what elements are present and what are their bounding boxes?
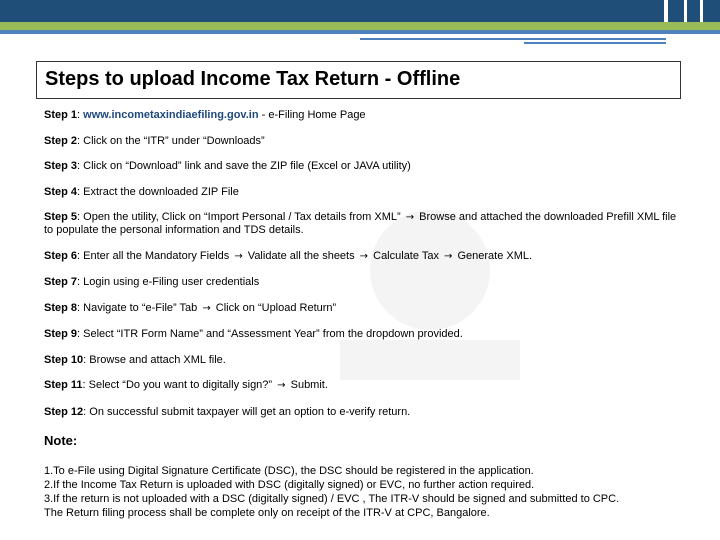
header-band-blue xyxy=(0,30,720,34)
step-text: Click on “Download” link and save the ZIP file (Excel or JAVA utility) xyxy=(83,160,411,172)
step-text: On successful submit taxpayer will get an option to e-verify return. xyxy=(89,405,411,418)
note-heading: Note: xyxy=(44,433,78,448)
arrow-right-icon: → xyxy=(277,380,286,391)
step-9: Step 9: Select “ITR Form Name” and “Assessment Year” from the dropdown provided. xyxy=(44,328,463,340)
step-text: Generate XML. xyxy=(457,249,533,262)
note-item: 2.If the Income Tax Return is uploaded with DSC (digitally signed) or EVC, no further action required. xyxy=(44,479,535,491)
header-band-dark xyxy=(0,0,720,22)
header-rule-long xyxy=(360,38,666,40)
step-text: Browse and attach XML file. xyxy=(89,353,226,366)
step-label: Step 11 xyxy=(44,379,83,391)
header-rule-short xyxy=(524,42,666,44)
step-label: Step 1 xyxy=(44,109,78,121)
step-label: Step 4 xyxy=(44,185,78,198)
step-text: - e-Filing Home Page xyxy=(258,109,366,121)
step-text: Select “ITR Form Name” and “Assessment Year” from the dropdown provided. xyxy=(83,328,463,340)
step-3: Step 3: Click on “Download” link and save the ZIP file (Excel or JAVA utility) xyxy=(44,160,411,172)
step-text: Open the utility, Click on “Import Personal / Tax details from XML” xyxy=(83,211,401,223)
step-text: Login using e-Filing user credentials xyxy=(83,276,260,288)
step-text: Click on “Upload Return” xyxy=(215,301,337,314)
efiling-link[interactable]: www.incometaxindiaefiling.gov.in xyxy=(83,109,259,121)
step-text: Enter all the Mandatory Fields xyxy=(83,249,230,262)
title-box xyxy=(36,61,681,99)
step-text: Click on the “ITR” under “Downloads” xyxy=(83,134,265,147)
step-label: Step 7 xyxy=(44,276,78,288)
step-1: Step 1: www.incometaxindiaefiling.gov.in - e-Filing Home Page xyxy=(44,109,366,121)
step-label: Step 10 xyxy=(44,353,84,366)
step-12: Step 12: On successful submit taxpayer will get an option to e-verify return. xyxy=(44,405,411,418)
step-text: Validate all the sheets xyxy=(247,249,355,262)
arrow-right-icon: → xyxy=(359,250,369,262)
note-item: 3.If the return is not uploaded with a DSC (digitally signed) / EVC , The ITR-V should be signed and submitted to CPC. xyxy=(44,493,620,505)
steps-list xyxy=(44,109,684,431)
arrow-right-icon: → xyxy=(234,250,243,262)
step-text: Select “Do you want to digitally sign?” xyxy=(88,379,273,391)
step-7: Step 7: Login using e-Filing user credentials xyxy=(44,276,260,288)
arrow-right-icon: → xyxy=(444,250,453,262)
notes-list xyxy=(44,464,694,520)
step-text: Extract the downloaded ZIP File xyxy=(83,185,239,198)
step-label: Step 8 xyxy=(44,301,78,314)
step-2: Step 2: Click on the “ITR” under “Downloads” xyxy=(44,134,265,147)
step-label: Step 2 xyxy=(44,134,78,147)
step-label: Step 9 xyxy=(44,328,78,340)
arrow-right-icon: → xyxy=(202,302,211,314)
step-4: Step 4: Extract the downloaded ZIP File xyxy=(44,185,239,198)
step-label: Step 12 xyxy=(44,405,84,418)
note-item: The Return filing process shall be complete only on receipt of the ITR-V at CPC, Bangalore. xyxy=(44,507,490,519)
step-text: Submit. xyxy=(290,379,328,391)
step-label: Step 6 xyxy=(44,249,78,262)
step-text: Browse and attached the downloaded Prefill XML file to populate the personal information and TDS details. xyxy=(44,211,677,236)
step-10: Step 10: Browse and attach XML file. xyxy=(44,353,226,366)
header-band-green xyxy=(0,22,720,30)
step-text: Navigate to “e-File” Tab xyxy=(83,301,198,314)
step-5: Step 5: Open the utility, Click on “Import Personal / Tax details from XML” → Browse and attached the downloaded Prefill XML file to populate the personal information and TDS details. xyxy=(44,211,677,236)
step-8: Step 8: Navigate to “e-File” Tab → Click on “Upload Return” xyxy=(44,301,337,314)
note-item: 1.To e-File using Digital Signature Certificate (DSC), the DSC should be registered in the application. xyxy=(44,465,534,477)
step-text: Calculate Tax xyxy=(373,249,439,262)
step-6: Step 6: Enter all the Mandatory Fields → Validate all the sheets → Calculate Tax → Generate XML. xyxy=(44,249,533,262)
page-title: Steps to upload Income Tax Return - Offline xyxy=(45,68,461,90)
step-label: Step 3 xyxy=(44,160,78,172)
step-label: Step 5 xyxy=(44,211,78,223)
arrow-right-icon: → xyxy=(405,212,415,223)
step-11: Step 11: Select “Do you want to digitally sign?” → Submit. xyxy=(44,379,328,391)
